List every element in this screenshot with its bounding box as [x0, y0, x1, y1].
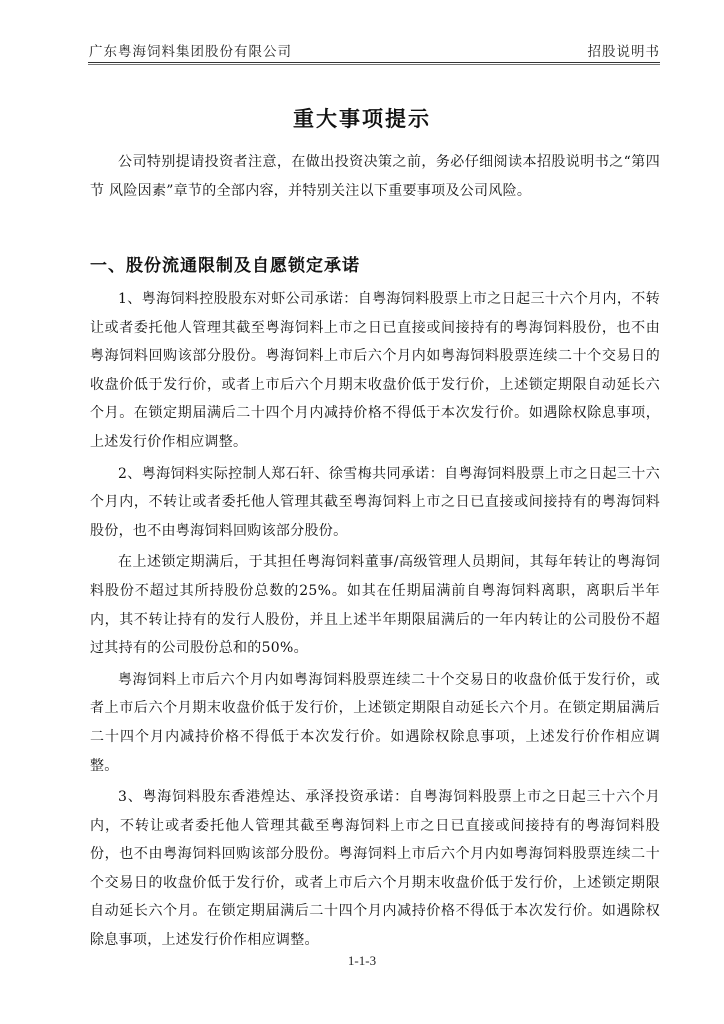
- header-divider: [88, 62, 660, 65]
- page-title: 重大事项提示: [293, 107, 431, 131]
- section-heading: 一、股份流通限制及自愿锁定承诺: [90, 256, 360, 276]
- paragraph-post-lockup-transfer: 在上述锁定期满后，于其担任粤海饲料董事/高级管理人员期间，其每年转让的粤海饲料股份不超过其所持股份总数的25%。如其在任期届满前自粤海饲料离职，离职后半年内，其不转让持有的发行人股份，并且上述半年期限届满后的一年内转让的公司股份不超过其持有的公司股份总和的50%。: [90, 554, 660, 657]
- header-document-type: 招股说明书: [587, 44, 660, 60]
- header-company-name: 广东粤海饲料集团股份有限公司: [89, 44, 292, 60]
- paragraph-actual-controller: 2、粤海饲料实际控制人郑石轩、徐雪梅共同承诺：自粤海饲料股票上市之日起三十六个月内，不转让或者委托他人管理其截至粤海饲料上市之日已直接或间接持有的粤海饲料股份，也不由粤海饲料回购该部分股份。: [90, 465, 660, 539]
- paragraph-other-shareholders: 3、粤海饲料股东香港煌达、承泽投资承诺：自粤海饲料股票上市之日起三十六个月内，不转让或者委托他人管理其截至粤海饲料上市之日已直接或间接持有的粤海饲料股份，也不由粤海饲料回购该部分股份。粤海饲料上市后六个月内如粤海饲料股票连续二十个交易日的收盘价低于发行价，或者上市后六个月期末收盘价低于发行价，上述锁定期限自动延长六个月。在锁定期届满后二十四个月内减持价格不得低于本次发行价。如遇除权除息事项，上述发行价作相应调整。: [90, 789, 660, 949]
- paragraph-controlling-shareholder: 1、粤海饲料控股股东对虾公司承诺：自粤海饲料股票上市之日起三十六个月内，不转让或者委托他人管理其截至粤海饲料上市之日已直接或间接持有的粤海饲料股份，也不由粤海饲料回购该部分股份。粤海饲料上市后六个月内如粤海饲料股票连续二十个交易日的收盘价低于发行价，或者上市后六个月期末收盘价低于发行价，上述锁定期限自动延长六个月。在锁定期届满后二十四个月内减持价格不得低于本次发行价。如遇除权除息事项，上述发行价作相应调整。: [90, 291, 660, 450]
- page-number: 1-1-3: [347, 953, 377, 968]
- intro-block: [90, 148, 660, 205]
- paragraph-lockup-extension: 粤海饲料上市后六个月内如粤海饲料股票连续二十个交易日的收盘价低于发行价，或者上市后六个月期末收盘价低于发行价，上述锁定期限自动延长六个月。在锁定期届满后二十四个月内减持价格不得低于本次发行价。如遇除权除息事项，上述发行价作相应调整。: [90, 671, 660, 774]
- section-body: [90, 285, 660, 958]
- intro-paragraph: 公司特别提请投资者注意，在做出投资决策之前，务必仔细阅读本招股说明书之“第四节 风险因素”章节的全部内容，并特别关注以下重要事项及公司风险。: [90, 154, 660, 199]
